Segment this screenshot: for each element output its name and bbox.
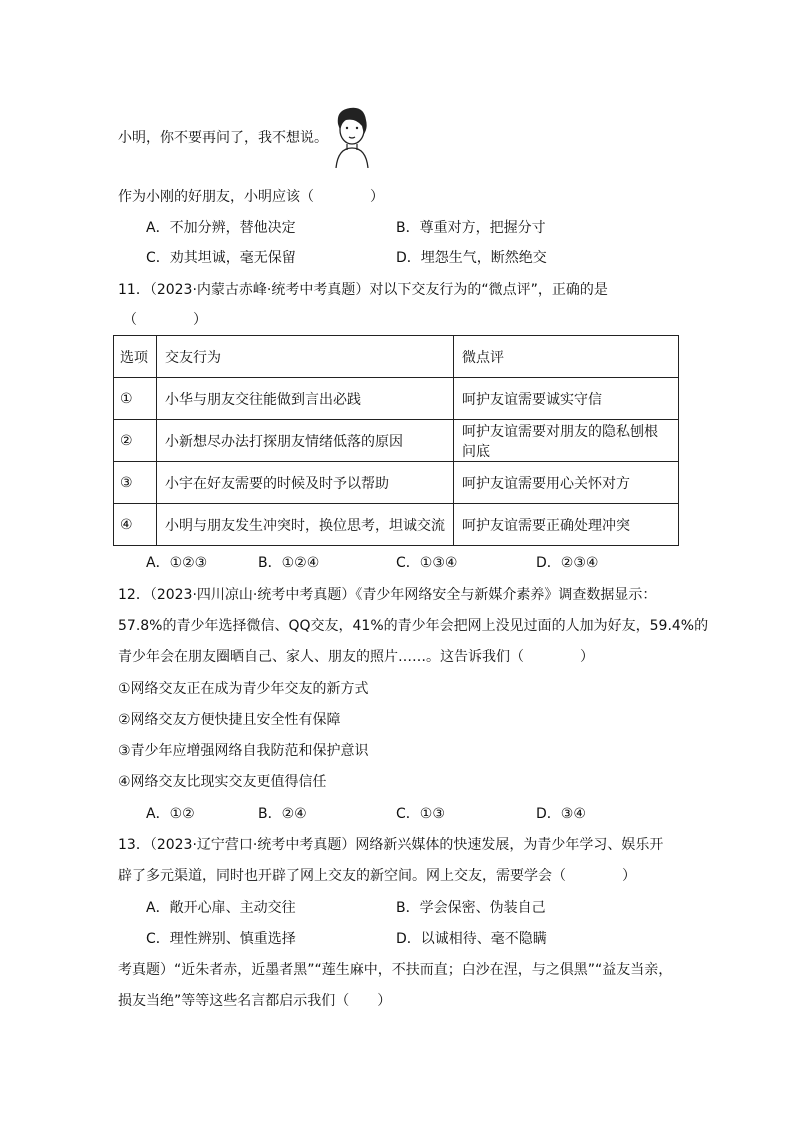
table-header-row	[114, 336, 679, 378]
q12-item-1: ①网络交友正在成为青少年交友的新方式	[118, 681, 369, 697]
table-cell: 呵护友谊需要正确处理冲突	[454, 504, 679, 546]
q12-option-c: C．①③	[396, 806, 445, 822]
q12-option-b: B．②④	[258, 806, 307, 822]
q12-item-3: ③青少年应增强网络自我防范和保护意识	[118, 743, 369, 759]
speech-text: 小明，你不要再问了，我不想说。	[118, 130, 328, 146]
q10-option-b: B．尊重对方，把握分寸	[396, 220, 546, 236]
table-cell: 呵护友谊需要用心关怀对方	[454, 462, 679, 504]
q11-table	[113, 335, 679, 546]
q12-line-3: 青少年会在朋友圈晒自己、家人、朋友的照片……。这告诉我们（ ）	[118, 649, 594, 665]
q12-item-2: ②网络交友方便快捷且安全性有保障	[118, 712, 341, 728]
q12-item-4: ④网络交友比现实交友更值得信任	[118, 774, 327, 790]
q11-option-c: C．①③④	[396, 555, 458, 571]
q11-option-b: B．①②④	[258, 555, 320, 571]
table-cell: 小宇在好友需要的时候及时予以帮助	[157, 462, 454, 504]
table-row	[114, 378, 679, 420]
q12-line-2: 57.8%的青少年选择微信、QQ交友，41%的青少年会把网上没见过面的人加为好友，59.4%的	[118, 618, 709, 634]
table-cell: ④	[114, 504, 157, 546]
table-cell: ①	[114, 378, 157, 420]
q13-option-d: D．以诚相待、毫不隐瞒	[396, 931, 547, 947]
table-header-cell: 交友行为	[157, 336, 454, 378]
q14-line-1: 考真题）“近朱者赤，近墨者黑”“莲生麻中，不扶而直；白沙在涅，与之俱黑”“益友当亲，	[118, 962, 673, 978]
q10-option-a: A．不加分辨，替他决定	[146, 220, 296, 236]
q13-line-2: 辟了多元渠道，同时也开辟了网上交友的新空间。网上交友，需要学会（ ）	[118, 868, 636, 884]
table-header-cell: 选项	[114, 336, 157, 378]
q13-option-b: B．学会保密、伪装自己	[396, 900, 546, 916]
table-cell: 小华与朋友交往能做到言出必践	[157, 378, 454, 420]
q10-stem: 作为小刚的好朋友，小明应该（ ）	[118, 189, 384, 205]
q11-stem: 11．（2023·内蒙古赤峰·统考中考真题）对以下交友行为的“微点评”，正确的是	[118, 282, 608, 298]
q11-blank: （ ）	[123, 312, 207, 328]
table-cell: 小明与朋友发生冲突时，换位思考，坦诚交流	[157, 504, 454, 546]
table-cell: ③	[114, 462, 157, 504]
boy-cartoon-icon	[328, 104, 376, 168]
q10-option-d: D．埋怨生气，断然绝交	[396, 250, 547, 266]
q13-line-1: 13．（2023·辽宁营口·统考中考真题）网络新兴媒体的快速发展，为青少年学习、娱乐开	[118, 837, 664, 853]
q14-line-2: 损友当绝”等等这些名言都启示我们（ ）	[118, 993, 392, 1009]
table-cell: 呵护友谊需要诚实守信	[454, 378, 679, 420]
table-cell: 呵护友谊需要对朋友的隐私刨根问底	[454, 420, 679, 462]
table-cell: 小新想尽办法打探朋友情绪低落的原因	[157, 420, 454, 462]
q13-option-c: C．理性辨别、慎重选择	[146, 931, 296, 947]
table-row	[114, 504, 679, 546]
q12-line-1: 12．（2023·四川凉山·统考中考真题）《青少年网络安全与新媒介素养》调查数据显示：	[118, 587, 657, 603]
q11-option-d: D．②③④	[536, 555, 599, 571]
table-row	[114, 462, 679, 504]
table-cell: ②	[114, 420, 157, 462]
table-header-cell: 微点评	[454, 336, 679, 378]
q11-option-a: A．①②③	[146, 555, 208, 571]
table-row	[114, 420, 679, 462]
q12-option-d: D．③④	[536, 806, 586, 822]
q10-option-c: C．劝其坦诚，毫无保留	[146, 250, 296, 266]
q12-option-a: A．①②	[146, 806, 195, 822]
q13-option-a: A．敞开心扉、主动交往	[146, 900, 296, 916]
